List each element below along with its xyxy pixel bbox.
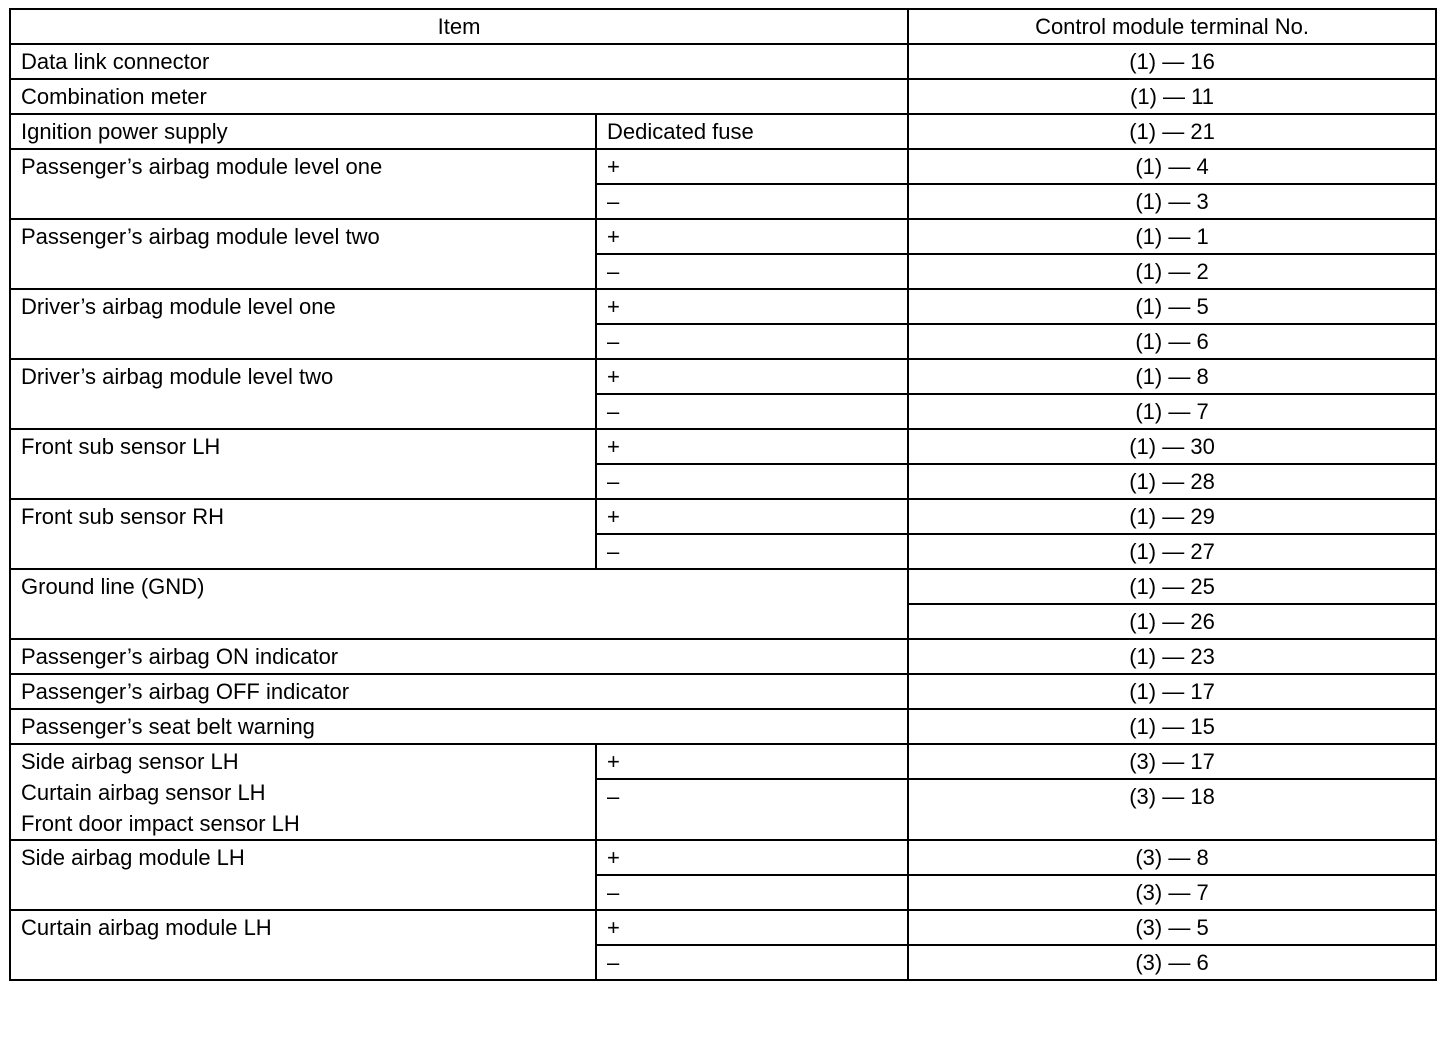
terminal-cell: (1) — 25: [908, 569, 1436, 604]
terminal-cell: (1) — 7: [908, 394, 1436, 429]
item-cell: Side airbag module LH: [10, 840, 596, 910]
table-row: [10, 709, 1436, 744]
polarity-plus: +: [596, 499, 908, 534]
sub-cell: Dedicated fuse: [596, 114, 908, 149]
polarity-minus: –: [596, 945, 908, 980]
polarity-plus: +: [596, 429, 908, 464]
terminal-cell: (1) — 16: [908, 44, 1436, 79]
item-cell: Front sub sensor LH: [10, 429, 596, 499]
table-row: [10, 79, 1436, 114]
polarity-minus: –: [596, 779, 908, 840]
polarity-plus: +: [596, 219, 908, 254]
terminal-cell: (3) — 5: [908, 910, 1436, 945]
item-cell: Passenger’s airbag module level one: [10, 149, 596, 219]
table-row: [10, 149, 1436, 184]
polarity-plus: +: [596, 910, 908, 945]
polarity-minus: –: [596, 324, 908, 359]
terminal-cell: (1) — 11: [908, 79, 1436, 114]
item-cell: Passenger’s airbag module level two: [10, 219, 596, 289]
polarity-plus: +: [596, 289, 908, 324]
terminal-cell: (1) — 21: [908, 114, 1436, 149]
polarity-plus: +: [596, 149, 908, 184]
table-row: [10, 499, 1436, 534]
polarity-minus: –: [596, 464, 908, 499]
terminal-cell: (1) — 17: [908, 674, 1436, 709]
item-line: Curtain airbag sensor LH: [21, 780, 266, 805]
terminal-cell: (3) — 8: [908, 840, 1436, 875]
item-cell: Ignition power supply: [10, 114, 596, 149]
terminal-cell: (1) — 6: [908, 324, 1436, 359]
table-row: [10, 569, 1436, 604]
terminal-cell: (3) — 6: [908, 945, 1436, 980]
terminal-cell: (1) — 15: [908, 709, 1436, 744]
item-line: Front door impact sensor LH: [21, 811, 300, 836]
item-cell: Combination meter: [10, 79, 908, 114]
polarity-minus: –: [596, 254, 908, 289]
terminal-cell: (1) — 5: [908, 289, 1436, 324]
terminal-cell: (3) — 18: [908, 779, 1436, 840]
table-row: [10, 359, 1436, 394]
polarity-minus: –: [596, 875, 908, 910]
polarity-minus: –: [596, 534, 908, 569]
item-cell: Ground line (GND): [10, 569, 908, 639]
terminal-cell: (1) — 30: [908, 429, 1436, 464]
terminal-cell: (1) — 26: [908, 604, 1436, 639]
item-cell: Passenger’s airbag ON indicator: [10, 639, 908, 674]
header-row: [10, 9, 1436, 44]
item-line: Side airbag sensor LH: [21, 749, 239, 774]
header-item: Item: [10, 9, 908, 44]
item-cell: Passenger’s airbag OFF indicator: [10, 674, 908, 709]
terminal-cell: (1) — 8: [908, 359, 1436, 394]
table-row: [10, 744, 1436, 779]
table-row: [10, 289, 1436, 324]
item-cell: Front sub sensor RH: [10, 499, 596, 569]
table-row: [10, 639, 1436, 674]
terminal-cell: (1) — 27: [908, 534, 1436, 569]
header-terminal: Control module terminal No.: [908, 9, 1436, 44]
item-cell: Curtain airbag module LH: [10, 910, 596, 980]
polarity-plus: +: [596, 840, 908, 875]
terminal-cell: (1) — 29: [908, 499, 1436, 534]
item-cell: Driver’s airbag module level two: [10, 359, 596, 429]
terminal-cell: (1) — 3: [908, 184, 1436, 219]
item-cell: Driver’s airbag module level one: [10, 289, 596, 359]
terminal-cell: (3) — 7: [908, 875, 1436, 910]
item-cell: Data link connector: [10, 44, 908, 79]
polarity-plus: +: [596, 359, 908, 394]
terminal-cell: (1) — 28: [908, 464, 1436, 499]
polarity-plus: +: [596, 744, 908, 779]
terminal-cell: (1) — 2: [908, 254, 1436, 289]
table-row: [10, 674, 1436, 709]
table-row: [10, 44, 1436, 79]
item-cell: Passenger’s seat belt warning: [10, 709, 908, 744]
table-row: [10, 910, 1436, 945]
table-row: [10, 840, 1436, 875]
terminal-cell: (1) — 1: [908, 219, 1436, 254]
polarity-minus: –: [596, 394, 908, 429]
polarity-minus: –: [596, 184, 908, 219]
terminal-cell: (1) — 4: [908, 149, 1436, 184]
item-cell: [10, 744, 596, 840]
table-row: [10, 219, 1436, 254]
table-row: [10, 114, 1436, 149]
table-row: [10, 429, 1436, 464]
terminal-spec-table: [9, 8, 1437, 981]
terminal-cell: (1) — 23: [908, 639, 1436, 674]
terminal-cell: (3) — 17: [908, 744, 1436, 779]
